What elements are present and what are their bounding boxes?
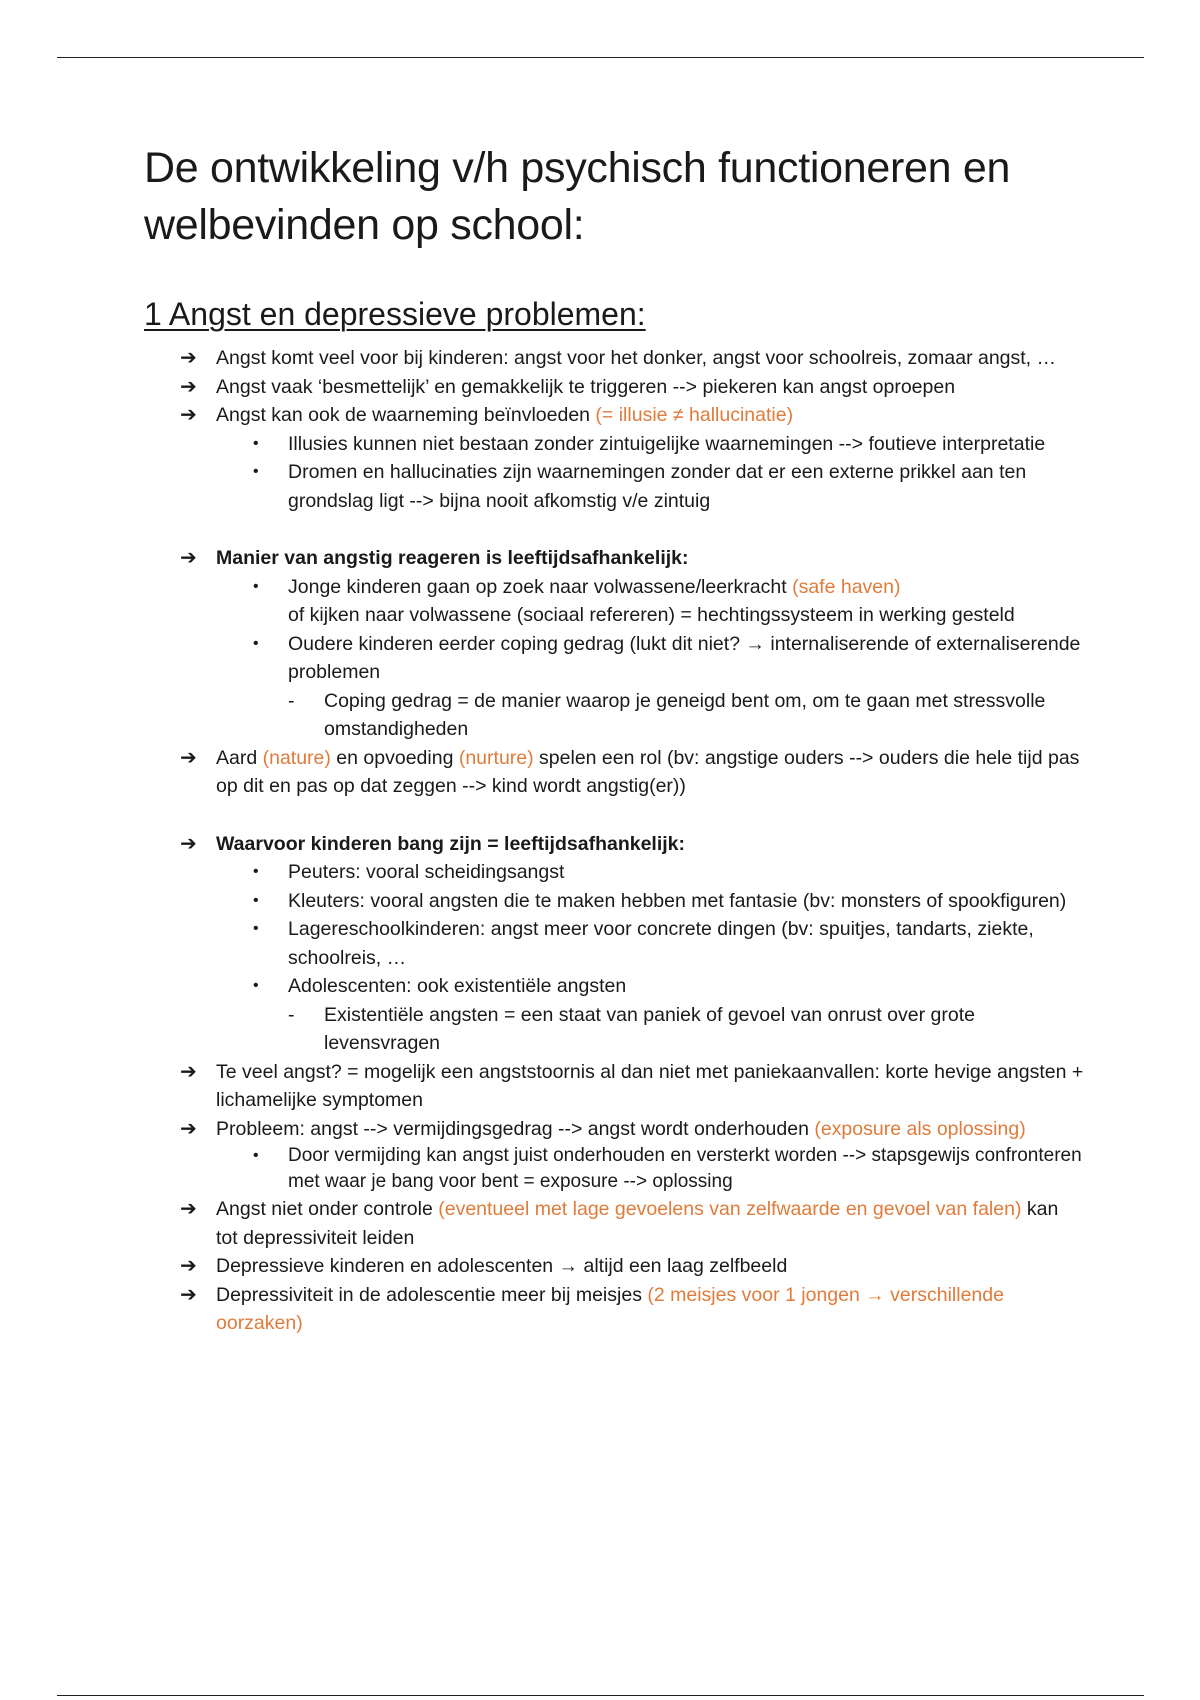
bullet-icon: •	[253, 891, 259, 909]
list-item: ➔ Te veel angst? = mogelijk een angststoornis al dan niet met paniekaanvallen: korte hevige angsten + lichamelijke symptomen	[144, 1058, 1084, 1115]
arrow-icon: ➔	[180, 547, 197, 569]
list-item: ➔ Probleem: angst --> vermijdingsgedrag --> angst wordt onderhouden (exposure als oplossing) • Door vermijding kan angst juist onderhouden en versterkt worden --> stapsgewijs confronteren met waar je bang voor bent = exposure --> oplossing	[144, 1115, 1084, 1196]
dash-icon: -	[288, 1003, 295, 1026]
sub-list-item: • Jonge kinderen gaan op zoek naar volwassene/leerkracht (safe haven) of kijken naar volwassene (sociaal refereren) = hechtingssysteem in werking gesteld	[144, 573, 1084, 630]
sub-list-item: • Peuters: vooral scheidingsangst	[144, 858, 1084, 887]
bullet-icon: •	[253, 977, 259, 994]
arrow-icon: ➔	[180, 746, 197, 769]
sub-list-item: • Kleuters: vooral angsten die te maken hebben met fantasie (bv: monsters of spookfiguren)	[144, 887, 1084, 916]
bullet-icon: •	[253, 577, 259, 595]
bullet-icon: •	[253, 1147, 259, 1164]
top-rule	[57, 57, 1144, 58]
arrow-icon: ➔	[180, 832, 197, 855]
list-item: ➔ Depressieve kinderen en adolescenten → altijd een laag zelfbeeld	[144, 1252, 1084, 1281]
spacer	[144, 515, 1084, 544]
arrow-icon: ➔	[180, 1283, 197, 1306]
list-item: ➔ Angst niet onder controle (eventueel met lage gevoelens van zelfwaarde en gevoel van falen) kan tot depressiviteit leiden	[144, 1195, 1084, 1252]
arrow-icon: ➔	[180, 375, 197, 398]
bullet-icon: •	[253, 434, 259, 452]
spacer	[144, 801, 1084, 830]
list-item: ➔ Angst kan ook de waarneming beïnvloeden (= illusie ≠ hallucinatie) • Illusies kunnen niet bestaan zonder zintuigelijke waarnemingen --> foutieve interpretatie • Dromen en hallucinaties zijn waarnemingen zonder dat er een externe prikkel aan ten grondslag ligt --> bijna nooit afkomstig v/e zintuig	[144, 401, 1084, 515]
arrow-icon: ➔	[180, 1117, 197, 1140]
arrow-icon: ➔	[180, 1060, 197, 1083]
sub-list-item: • Lagereschoolkinderen: angst meer voor concrete dingen (bv: spuitjes, tandarts, ziekte, schoolreis, …	[144, 915, 1084, 972]
list-item: ➔ Waarvoor kinderen bang zijn = leeftijdsafhankelijk: • Peuters: vooral scheidingsangst • Kleuters: vooral angsten die te maken hebben met fantasie (bv: monsters of spookfiguren) • Lagereschoolkinderen: angst meer voor concrete dingen (bv: spuitjes, tandarts, ziekte, schoolreis, … • Adolescenten: ook existentiële angsten - Existentiële angsten = een staat van paniek of gevoel van onrust over grote levensvragen	[144, 830, 1084, 1058]
sub-list-item: • Dromen en hallucinaties zijn waarnemingen zonder dat er een externe prikkel aan ten grondslag ligt --> bijna nooit afkomstig v/e zintuig	[144, 458, 1084, 515]
sub-sub-list-item: - Coping gedrag = de manier waarop je geneigd bent om, om te gaan met stressvolle omstandigheden	[144, 687, 1084, 744]
sub-list-item: • Illusies kunnen niet bestaan zonder zintuigelijke waarnemingen --> foutieve interpretatie	[144, 430, 1084, 459]
main-list	[144, 344, 1084, 1338]
bottom-rule	[57, 1695, 1144, 1696]
list-item: ➔ Aard (nature) en opvoeding (nurture) spelen een rol (bv: angstige ouders --> ouders die hele tijd pas op dit en pas op dat zeggen --> kind wordt angstig(er))	[144, 744, 1084, 801]
document-body	[144, 140, 1084, 1338]
arrow-icon: ➔	[180, 1255, 197, 1277]
sub-list-item: • Oudere kinderen eerder coping gedrag (lukt dit niet? → internaliserende of externaliserende problemen - Coping gedrag = de manier waarop je geneigd bent om, om te gaan met stressvolle omstandigheden	[144, 630, 1084, 744]
section-heading: 1 Angst en depressieve problemen:	[144, 296, 646, 332]
list-item: ➔ Manier van angstig reageren is leeftijdsafhankelijk: • Jonge kinderen gaan op zoek naar volwassene/leerkracht (safe haven) of kijken naar volwassene (sociaal refereren) = hechtingssysteem in werking gesteld • Oudere kinderen eerder coping gedrag (lukt dit niet? → internaliserende of externaliserende problemen - Coping gedrag = de manier waarop je geneigd bent om, om te gaan met stressvolle omstandigheden	[144, 544, 1084, 744]
bullet-icon: •	[253, 634, 259, 652]
bullet-icon: •	[253, 920, 259, 937]
bullet-icon: •	[253, 463, 259, 480]
list-item: ➔ Depressiviteit in de adolescentie meer bij meisjes (2 meisjes voor 1 jongen → verschillende oorzaken)	[144, 1281, 1084, 1338]
list-item: ➔ Angst vaak ‘besmettelijk’ en gemakkelijk te triggeren --> piekeren kan angst oproepen	[144, 373, 1084, 402]
sub-list-item: • Door vermijding kan angst juist onderhouden en versterkt worden --> stapsgewijs confronteren met waar je bang voor bent = exposure --> oplossing	[253, 1145, 1082, 1192]
sub-list-item: • Adolescenten: ook existentiële angsten - Existentiële angsten = een staat van paniek of gevoel van onrust over grote levensvragen	[144, 972, 1084, 1058]
arrow-icon: ➔	[180, 1198, 197, 1220]
bullet-icon: •	[253, 863, 259, 880]
sub-sub-list-item: - Existentiële angsten = een staat van paniek of gevoel van onrust over grote levensvragen	[144, 1001, 1084, 1058]
arrow-icon: ➔	[180, 404, 197, 426]
page-title: De ontwikkeling v/h psychisch functioneren en welbevinden op school:	[144, 144, 1011, 249]
dash-icon: -	[288, 689, 295, 712]
arrow-icon: ➔	[180, 347, 197, 369]
list-item: ➔ Angst komt veel voor bij kinderen: angst voor het donker, angst voor schoolreis, zomaar angst, …	[144, 344, 1084, 373]
